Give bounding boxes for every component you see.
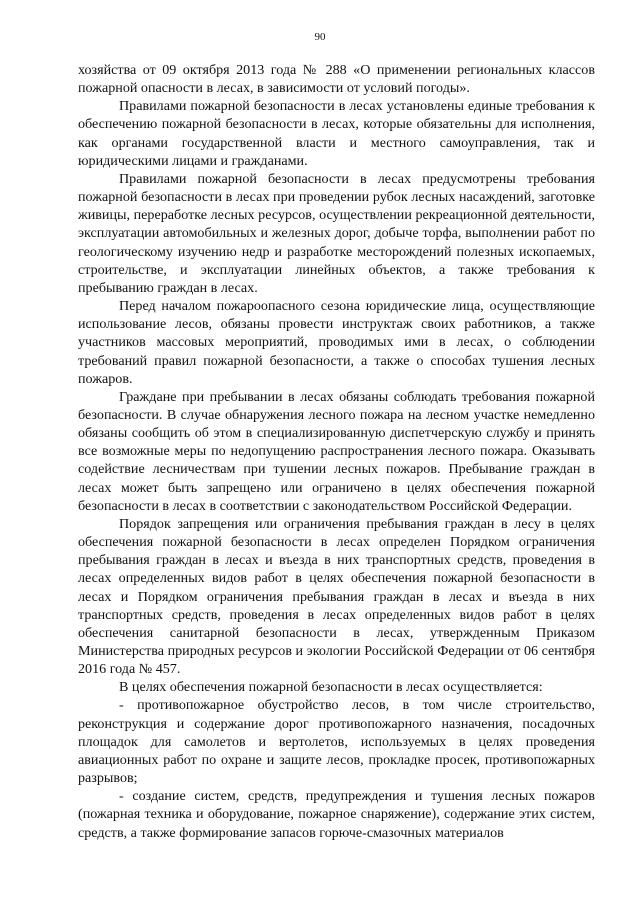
body-text bbox=[78, 61, 595, 842]
list-item-1: - противопожарное обустройство лесов, в том числе строительство, реконструкция и содержание дорог противопожарного назначения, посадочных площадок для самолетов и вертолетов, используемых в целях проведения авиационных работ по охране и защите лесов, прокладке просек, противопожарных разрывов; bbox=[78, 697, 595, 787]
list-item-2: - создание систем, средств, предупреждения и тушения лесных пожаров (пожарная техника и оборудование, пожарное снаряжение), содержание этих систем, средств, а также формирование запасов горюче-смазочных материалов bbox=[78, 788, 595, 841]
paragraph-7: В целях обеспечения пожарной безопасности в лесах осуществляется: bbox=[119, 679, 543, 696]
paragraph-5: Граждане при пребывании в лесах обязаны соблюдать требования пожарной безопасности. В случае обнаружения лесного пожара на лесном участке немедленно обязаны сообщить об этом в специализированную диспетчерскую службу и принять все возможные меры по недопущению распространения лесного пожара. Оказывать содействие лесничествам при тушении лесных пожаров. Пребывание граждан в лесах может быть запрещено или ограничено в целях обеспечения пожарной безопасности в лесах в соответствии с законодательством Российской Федерации. bbox=[78, 388, 595, 514]
paragraph-2: Правилами пожарной безопасности в лесах установлены единые требования к обеспечению пожарной безопасности в лесах, которые обязательны для исполнения, как органами государственной власти и местного самоуправления, так и юридическими лицами и гражданами. bbox=[78, 98, 595, 169]
paragraph-1: хозяйства от 09 октября 2013 года № 288 «О применении региональных классов пожарной опасности в лесах, в зависимости от условий погоды». bbox=[78, 62, 595, 97]
paragraph-3: Правилами пожарной безопасности в лесах предусмотрены требования пожарной безопасности в лесах при проведении рубок лесных насаждений, заготовке живицы, переработке лесных ресурсов, осуществлении рекреационной деятельности, эксплуатации автомобильных и железных дорог, добыче торфа, выполнении работ по геологическому изучению недр и разработке месторождений полезных ископаемых, строительстве, и эксплуатации линейных объектов, а также требования к пребыванию граждан в лесах. bbox=[78, 170, 595, 296]
paragraph-6: Порядок запрещения или ограничения пребывания граждан в лесу в целях обеспечения пожарной безопасности в лесах определен Порядком ограничения пребывания граждан в лесах и въезда в них транспортных средств, проведения в лесах определенных видов работ в целях обеспечения пожарной безопасности в лесах и Порядком ограничения пребывания граждан в лесах и въезда в них транспортных средств, проведения в лесах определенных видов работ в целях обеспечения санитарной безопасности в лесах, утвержденным Приказом Министерства природных ресурсов и экологии Российской Федерации от 06 сентября 2016 года № 457. bbox=[78, 515, 595, 678]
page-number: 90 bbox=[314, 31, 326, 43]
paragraph-4: Перед началом пожароопасного сезона юридические лица, осуществляющие использование лесов, обязаны провести инструктаж своих работников, а также участников массовых мероприятий, проводимых ими в лесах, о соблюдении требований правил пожарной безопасности, а также о способах тушения лесных пожаров. bbox=[78, 298, 595, 387]
